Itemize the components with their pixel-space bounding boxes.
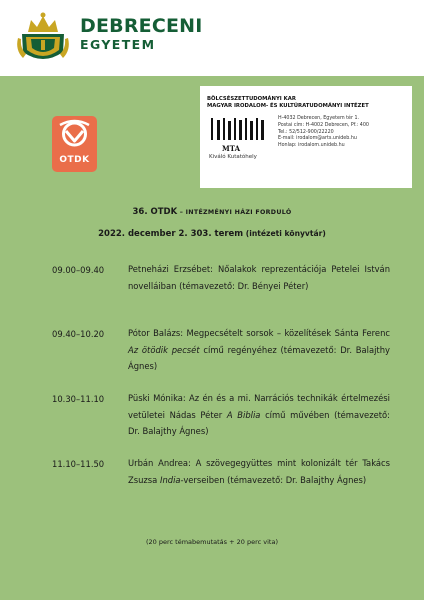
mta-label: MTA xyxy=(222,144,241,153)
event-title-rest: – INTÉZMÉNYI HÁZI FORDULÓ xyxy=(177,209,292,216)
schedule-description xyxy=(128,390,390,440)
university-name-line1: DEBRECENI xyxy=(80,15,203,37)
event-title xyxy=(0,207,424,217)
university-name-line2: EGYETEM xyxy=(80,37,156,52)
otdk-logo xyxy=(52,116,97,172)
mta-subtitle: Kiváló Kutatóhely xyxy=(209,154,257,160)
event-title-main: 36. OTDK xyxy=(132,207,178,217)
faculty-name: BÖLCSÉSZETTUDOMÁNYI KAR xyxy=(207,96,296,102)
work-title: A Biblia xyxy=(226,409,261,420)
schedule-text: című művében (témavezető: Dr. Balajthy Ágnes) xyxy=(128,409,390,436)
schedule-description xyxy=(128,455,390,488)
event-date-room: 2022. december 2. 303. terem xyxy=(98,229,244,239)
contact-postal: Postai cím: H-4002 Debrecen, Pf.: 400 xyxy=(278,122,369,128)
schedule-time: 10.30–11.10 xyxy=(52,394,105,404)
contact-phone: Tel.: 52/512-900/22220 xyxy=(278,129,334,135)
university-name xyxy=(80,17,203,52)
schedule-description xyxy=(128,325,390,375)
contact-address: H-4032 Debrecen, Egyetem tér 1. xyxy=(278,116,360,121)
otdk-ring-icon xyxy=(56,119,93,155)
university-crest-icon xyxy=(14,8,72,66)
schedule-text: Püski Mónika: Az én és a mi. Narrációs technikák értelmezési vetületei Nádas Péter xyxy=(128,393,390,420)
schedule-time: 09.40–10.20 xyxy=(52,329,105,339)
university-header xyxy=(0,0,424,72)
schedule-text: Urbán Andrea: A szövegegyüttes mint kolonizált tér Takács Zsuzsa xyxy=(128,458,390,485)
schedule-time: 09.00–09.40 xyxy=(52,265,105,275)
institute-title xyxy=(207,96,369,110)
format-note: (20 perc témabemutatás + 20 perc vita) xyxy=(146,538,278,546)
contact-website: Honlap: irodalom.unideb.hu xyxy=(278,143,345,149)
schedule-text: című regényéhez (témavezető: Dr. Balajthy Ágnes) xyxy=(128,344,390,371)
schedule-time: 11.10–11.50 xyxy=(52,459,105,469)
work-title: India xyxy=(159,474,181,485)
contact-email: E-mail: irodalom@arts.unideb.hu xyxy=(278,136,357,142)
otdk-label: OTDK xyxy=(59,155,90,165)
department-name: MAGYAR IRODALOM- ÉS KULTÚRATUDOMÁNYI INTÉZET xyxy=(207,103,369,109)
schedule-text: -verseiben (témavezető: Dr. Balajthy Ágnes) xyxy=(180,474,367,485)
event-date xyxy=(0,229,424,239)
schedule-description: Petneházi Erzsébet: Nőalakok reprezentációja Petelei István novelláiban (témavezető: Dr. Bényei Péter) xyxy=(128,264,390,291)
institute-contact xyxy=(278,116,369,150)
schedule-text: Pótor Balázs: Megpecsételt sorsok – közelítések Sánta Ferenc xyxy=(128,328,390,338)
institute-letterhead xyxy=(200,86,412,188)
work-title: Az ötödik pecsét xyxy=(128,344,200,355)
event-location: (intézeti könyvtár) xyxy=(243,229,326,238)
